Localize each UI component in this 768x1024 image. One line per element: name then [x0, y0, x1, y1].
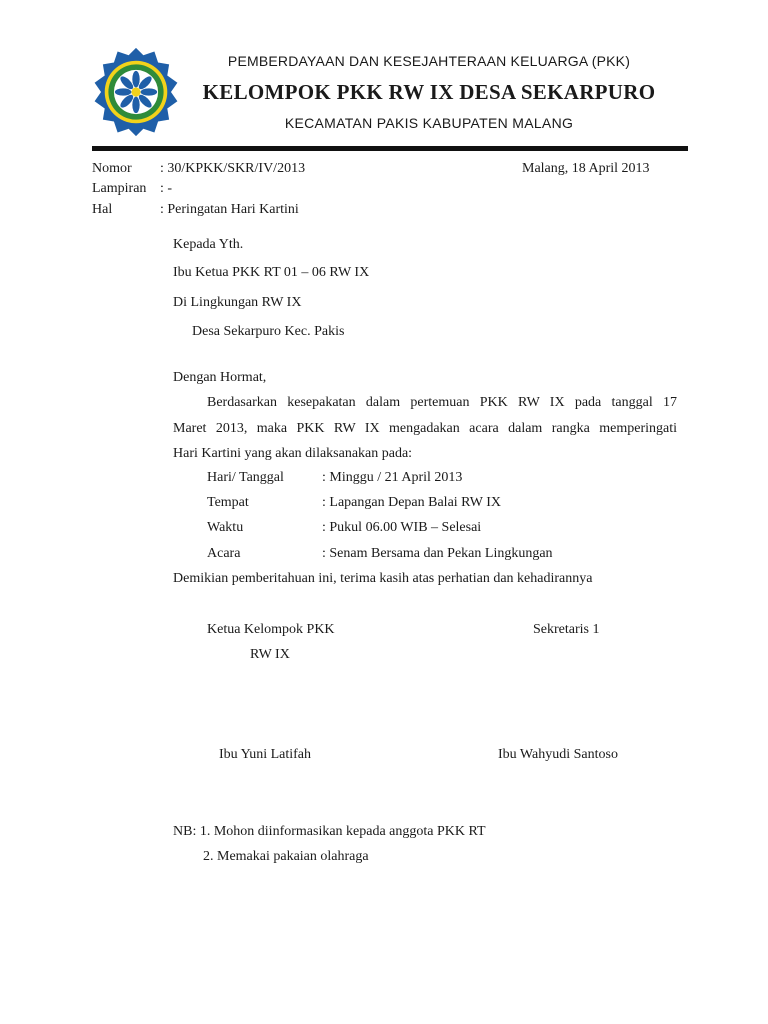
hal-label: Hal	[92, 202, 113, 217]
detail-value-event: : Senam Bersama dan Pekan Lingkungan	[322, 546, 553, 561]
signatory-left-title: Ketua Kelompok PKK	[207, 622, 335, 637]
letterhead-title: KELOMPOK PKK RW IX DESA SEKARPURO	[202, 80, 656, 104]
note-item-2: 2. Memakai pakaian olahraga	[203, 849, 369, 864]
place-date: Malang, 18 April 2013	[522, 161, 650, 176]
note-item-1: NB: 1. Mohon diinformasikan kepada anggota PKK RT	[173, 824, 486, 839]
paragraph-line-2: Maret 2013, maka PKK RW IX mengadakan acara dalam rangka memperingati	[173, 421, 677, 436]
detail-label-time: Waktu	[207, 520, 244, 535]
detail-label-date: Hari/ Tanggal	[207, 470, 284, 485]
letterhead-subline: KECAMATAN PAKIS KABUPATEN MALANG	[284, 115, 574, 131]
paragraph-line-3: Hari Kartini yang akan dilaksanakan pada:	[173, 446, 413, 461]
detail-value-time: : Pukul 06.00 WIB – Selesai	[322, 520, 482, 535]
signatory-left-name: Ibu Yuni Latifah	[219, 747, 312, 762]
nomor-value: : 30/KPKK/SKR/IV/2013	[160, 161, 306, 176]
paragraph-line-1: Berdasarkan kesepakatan dalam pertemuan PKK RW IX pada tanggal 17	[207, 395, 677, 410]
org-line: PEMBERDAYAAN DAN KESEJAHTERAAN KELUARGA (PKK)	[227, 53, 631, 69]
letterhead-rule	[92, 146, 688, 151]
signatory-right-title: Sekretaris 1	[533, 622, 600, 637]
signatory-left-title-2: RW IX	[250, 647, 290, 662]
signatory-right-name: Ibu Wahyudi Santoso	[498, 747, 618, 762]
lampiran-label: Lampiran	[92, 181, 147, 196]
detail-value-date: : Minggu / 21 April 2013	[322, 470, 463, 485]
recipient-line-2: Ibu Ketua PKK RT 01 – 06 RW IX	[173, 265, 370, 280]
recipient-line-4: Desa Sekarpuro Kec. Pakis	[192, 324, 345, 339]
detail-value-place: : Lapangan Depan Balai RW IX	[322, 495, 501, 510]
nomor-label: Nomor	[92, 161, 132, 176]
recipient-line-1: Kepada Yth.	[173, 237, 244, 252]
hal-value: : Peringatan Hari Kartini	[160, 202, 299, 217]
recipient-line-3: Di Lingkungan RW IX	[173, 295, 302, 310]
detail-label-event: Acara	[207, 546, 241, 561]
closing-line: Demikian pemberitahuan ini, terima kasih atas perhatian dan kehadirannya	[173, 571, 593, 586]
lampiran-value: : -	[160, 181, 173, 196]
greeting: Dengan Hormat,	[173, 370, 267, 385]
detail-label-place: Tempat	[207, 495, 249, 510]
